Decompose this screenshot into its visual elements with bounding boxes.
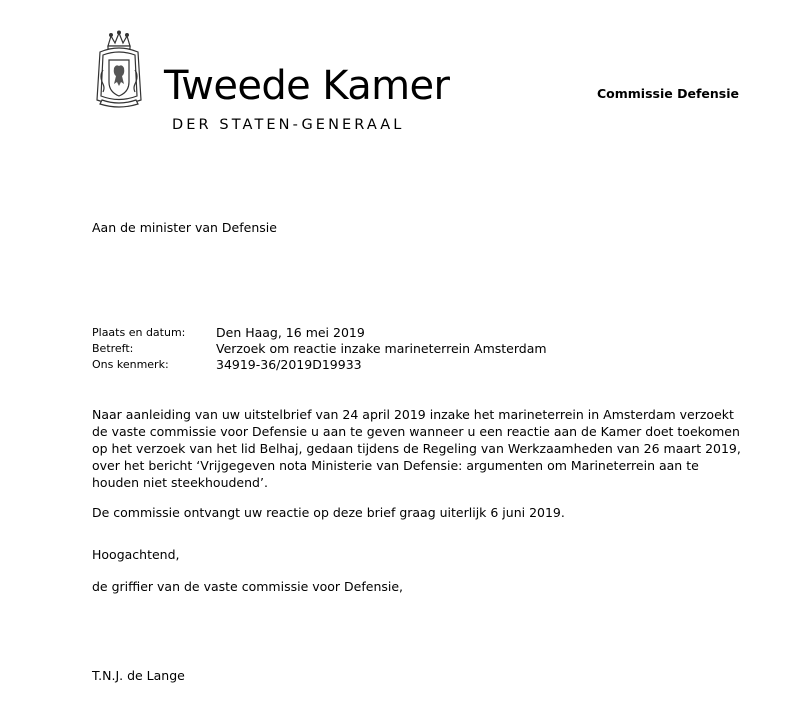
coat-of-arms-icon — [94, 30, 144, 112]
committee-name: Commissie Defensie — [597, 86, 739, 101]
paragraph-line: de vaste commissie voor Defensie u aan te geven wanneer u een reactie aan de Kamer doet toekomen — [92, 424, 740, 439]
body-paragraph-1 — [92, 406, 782, 491]
signatory-role: de griffier van de vaste commissie voor Defensie, — [92, 579, 404, 594]
logo-subtitle: DER STATEN-GENERAAL — [172, 117, 405, 133]
salutation: Hoogachtend, — [92, 547, 180, 562]
recipient: Aan de minister van Defensie — [92, 220, 277, 235]
signatory-name: T.N.J. de Lange — [92, 668, 185, 683]
meta-value: Verzoek om reactie inzake marineterrein Amsterdam — [216, 341, 547, 356]
meta-value: 34919-36/2019D19933 — [216, 357, 362, 372]
meta-value: Den Haag, 16 mei 2019 — [216, 325, 365, 340]
meta-label: Ons kenmerk: — [92, 358, 169, 371]
paragraph-line: houden niet steekhoudend’. — [92, 475, 268, 490]
paragraph-line: op het verzoek van het lid Belhaj, gedaan tijdens de Regeling van Werkzaamheden van 26 maart 2019, — [92, 441, 741, 456]
logo-title: Tweede Kamer — [164, 63, 450, 109]
paragraph-line: Naar aanleiding van uw uitstelbrief van 24 april 2019 inzake het marineterrein in Amsterdam verzoekt — [92, 407, 734, 422]
paragraph-line: over het bericht ‘Vrijgegeven nota Ministerie van Defensie: argumenten om Marineterrein aan te — [92, 458, 699, 473]
meta-label: Plaats en datum: — [92, 326, 186, 339]
meta-row-date — [92, 325, 547, 341]
letter-meta — [92, 325, 547, 373]
meta-label: Betreft: — [92, 342, 134, 355]
meta-row-reference — [92, 357, 547, 373]
body-paragraph-2: De commissie ontvangt uw reactie op deze brief graag uiterlijk 6 juni 2019. — [92, 505, 565, 520]
meta-row-subject — [92, 341, 547, 357]
